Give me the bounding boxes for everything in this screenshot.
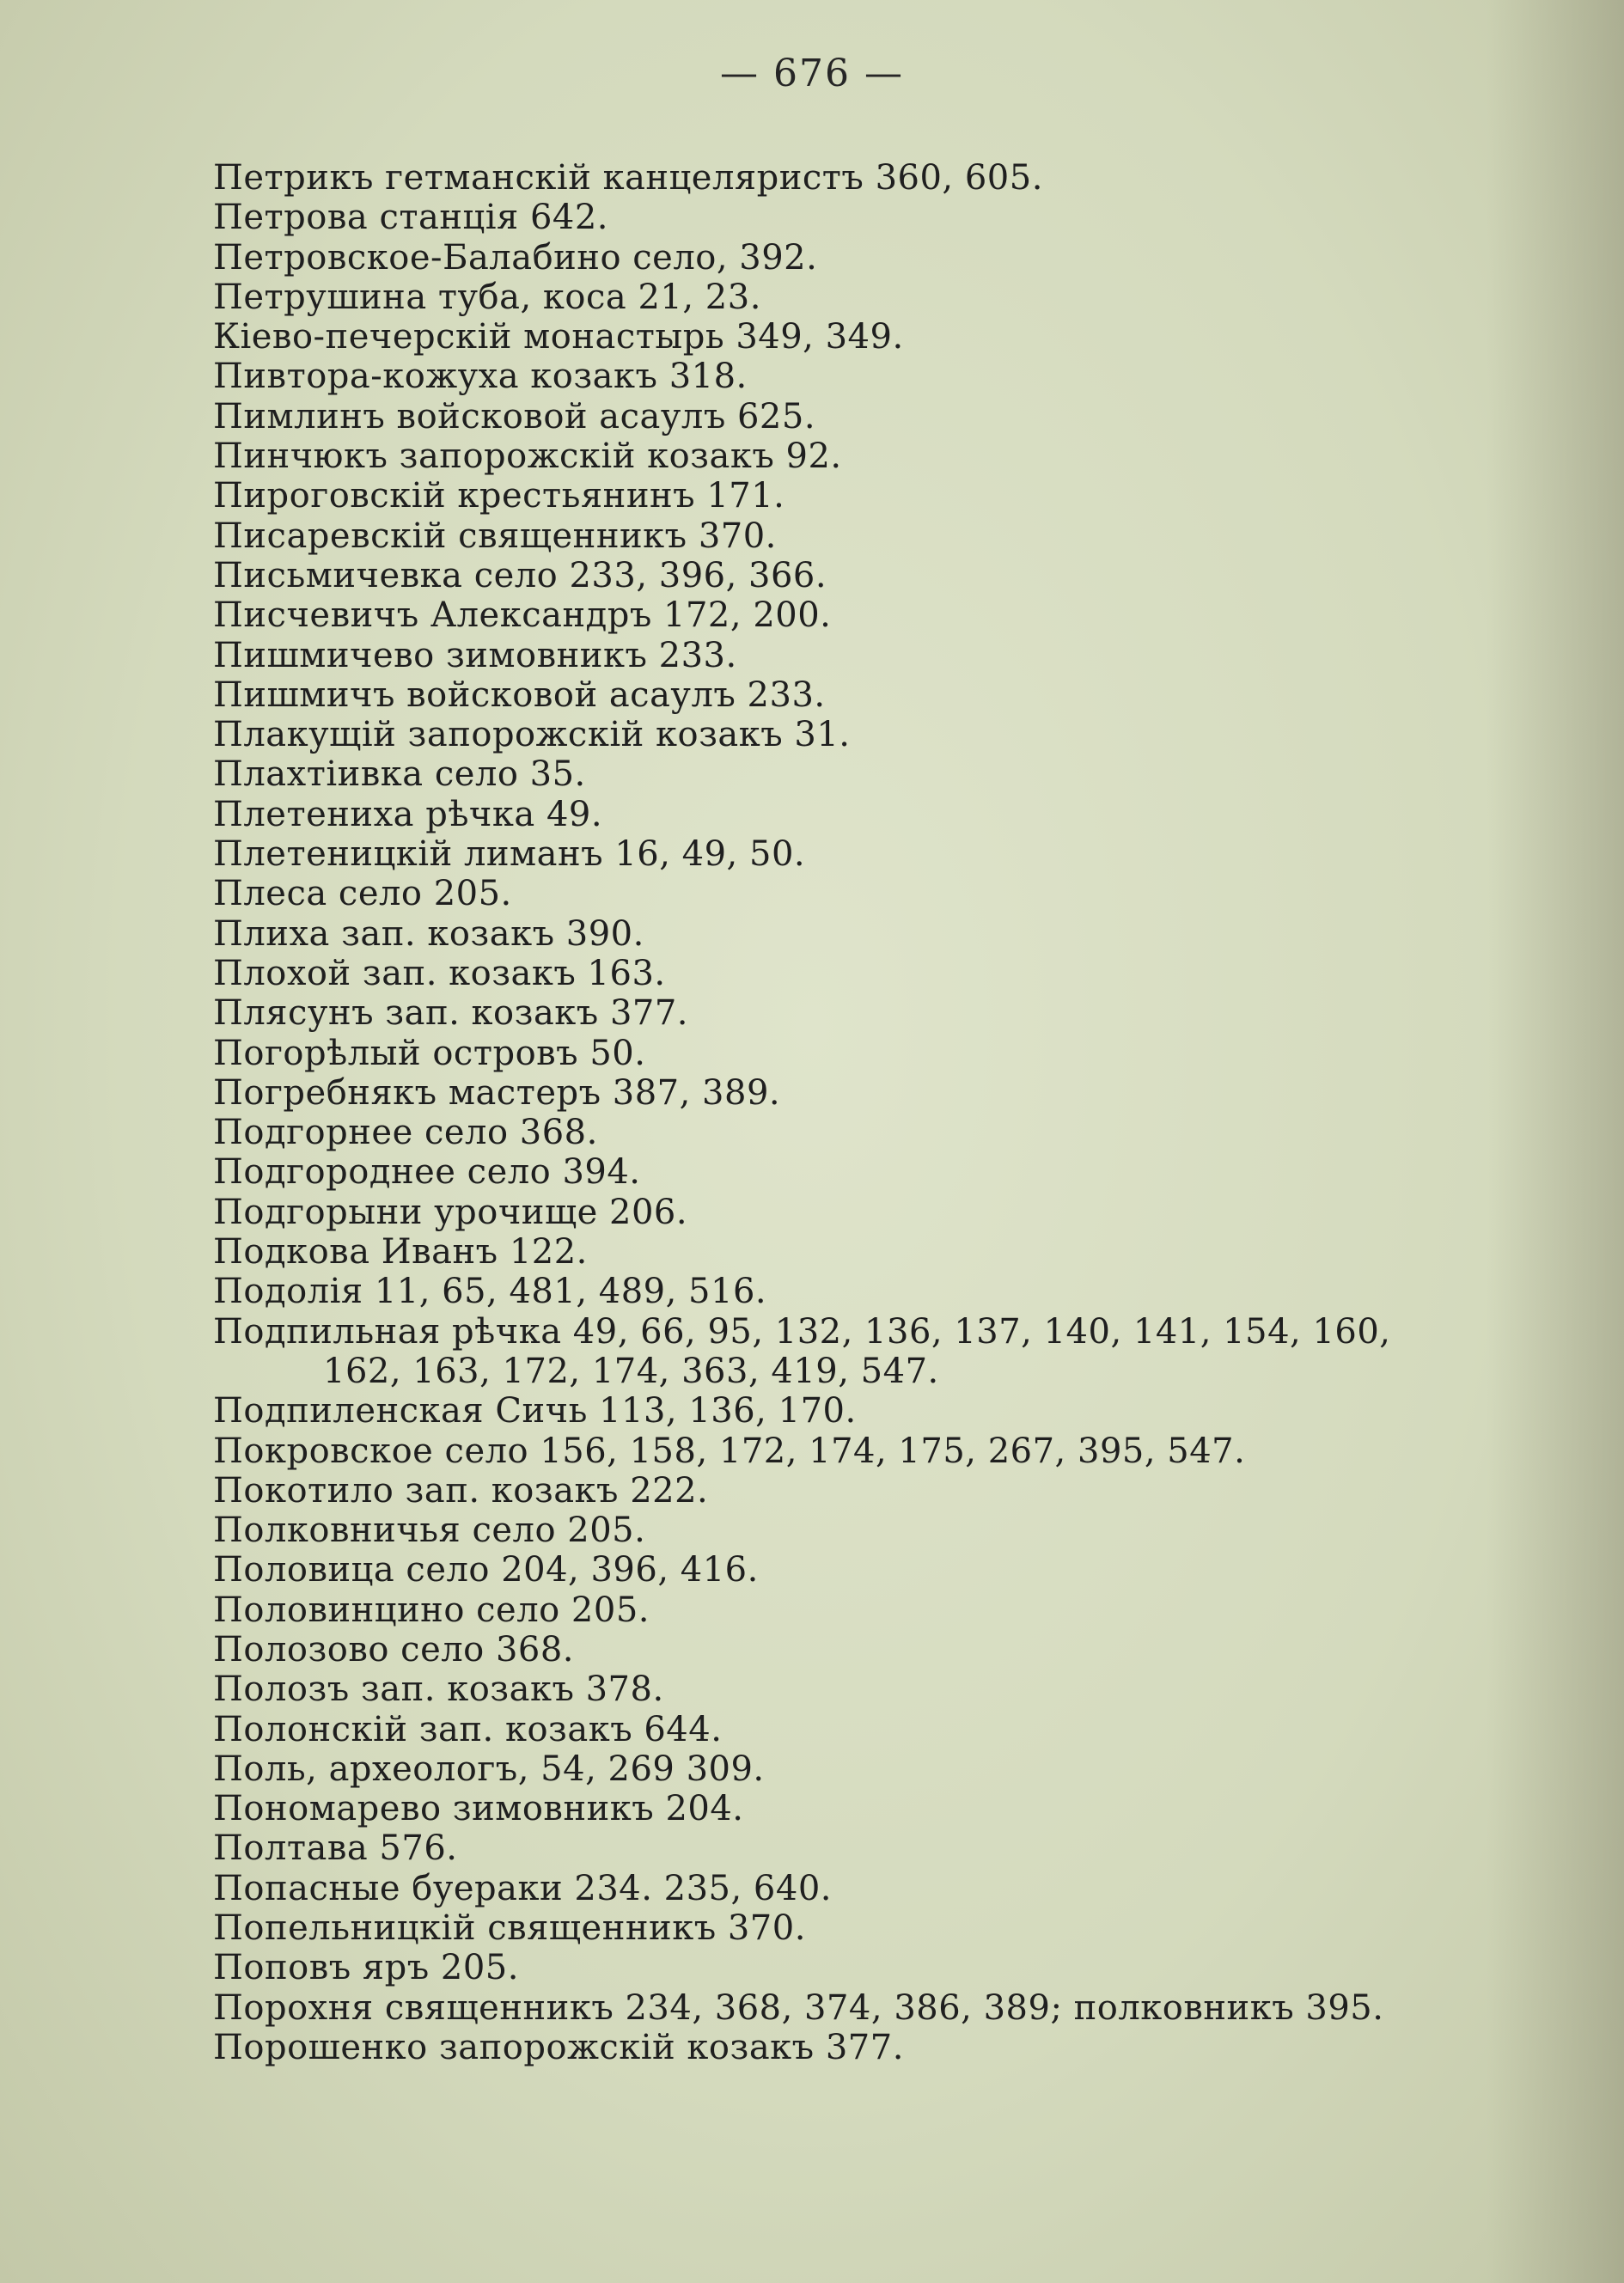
index-entry: Петрова станція 642. — [213, 198, 609, 238]
index-entry: Писчевичъ Александръ 172, 200. — [213, 595, 832, 636]
index-entry: Полонскій зап. козакъ 644. — [213, 1709, 723, 1749]
index-entry: Петрушина туба, коса 21, 23. — [213, 277, 761, 317]
index-entry: Пироговскій крестьянинъ 171. — [213, 476, 785, 516]
index-entry: Петровское-Балабино село, 392. — [213, 237, 818, 278]
index-entry: Подгороднее село 394. — [213, 1152, 641, 1193]
index-entry: Подгорыни урочище 206. — [213, 1192, 688, 1232]
index-entry: Погребнякъ мастеръ 387, 389. — [213, 1072, 781, 1113]
index-entry: Полковничья село 205. — [213, 1511, 646, 1551]
index-entry: Полозово село 368. — [213, 1629, 575, 1670]
index-entry: Пишмичево зимовникъ 233. — [213, 635, 737, 675]
index-entry: Пимлинъ войсковой асаулъ 625. — [213, 396, 816, 436]
index-entry: Погорѣлый островъ 50. — [213, 1033, 646, 1073]
index-entry: Полтава 576. — [213, 1828, 458, 1869]
index-entry: Полозъ зап. козакъ 378. — [213, 1670, 664, 1710]
index-entry: Плясунъ зап. козакъ 377. — [213, 993, 689, 1034]
index-entry: Покотило зап. козакъ 222. — [213, 1470, 709, 1511]
index-entry: Пинчюкъ запорожскій козакъ 92. — [213, 436, 842, 477]
index-entries — [213, 158, 1554, 2067]
index-entry: Порохня священникъ 234, 368, 374, 386, 389; полковникъ 395. — [213, 1987, 1384, 2028]
index-entry: Покровское село 156, 158, 172, 174, 175, 267, 395, 547. — [213, 1431, 1246, 1471]
index-entry: Писаревскій священникъ 370. — [213, 516, 777, 556]
index-entry: Порошенко запорожскій козакъ 377. — [213, 2027, 904, 2067]
index-entry: Пономарево зимовникъ 204. — [213, 1789, 744, 1829]
index-entry: Подпильная рѣчка 49, 66, 95, 132, 136, 137, 140, 141, 154, 160, — [213, 1311, 1391, 1352]
index-entry: Кіево-печерскій монастырь 349, 349. — [213, 317, 904, 357]
index-entry: Попельницкій священникъ 370. — [213, 1908, 806, 1949]
page-number: — 676 — — [720, 52, 904, 95]
index-entry: Попасные буераки 234. 235, 640. — [213, 1868, 832, 1908]
index-entry: Плакущій запорожскій козакъ 31. — [213, 715, 851, 755]
index-entry: Плахтіивка село 35. — [213, 754, 586, 795]
index-entry: Пивтора-кожуха козакъ 318. — [213, 357, 748, 397]
index-entry: Поль, археологъ, 54, 269 309. — [213, 1749, 765, 1789]
index-entry: Плохой зап. козакъ 163. — [213, 953, 666, 993]
index-entry: Плетениха рѣчка 49. — [213, 794, 603, 834]
index-entry: Плиха зап. козакъ 390. — [213, 913, 644, 954]
index-entry: Половинцино село 205. — [213, 1590, 650, 1630]
index-entry: Половица село 204, 396, 416. — [213, 1550, 759, 1590]
index-entry: Подолія 11, 65, 481, 489, 516. — [213, 1272, 767, 1312]
index-entry: Пишмичъ войсковой асаулъ 233. — [213, 675, 826, 715]
index-entry: Подпиленская Сичь 113, 136, 170. — [213, 1391, 857, 1431]
index-entry: Подгорнее село 368. — [213, 1113, 598, 1153]
index-entry: Поповъ яръ 205. — [213, 1948, 519, 1988]
index-entry: Плетеницкій лиманъ 16, 49, 50. — [213, 834, 806, 875]
index-entry-continuation: 162, 163, 172, 174, 363, 419, 547. — [323, 1351, 939, 1391]
index-entry: Плеса село 205. — [213, 874, 512, 914]
index-entry: Подкова Иванъ 122. — [213, 1232, 588, 1273]
index-entry: Письмичевка село 233, 396, 366. — [213, 555, 827, 595]
index-entry: Петрикъ гетманскій канцеляристъ 360, 605. — [213, 158, 1043, 198]
